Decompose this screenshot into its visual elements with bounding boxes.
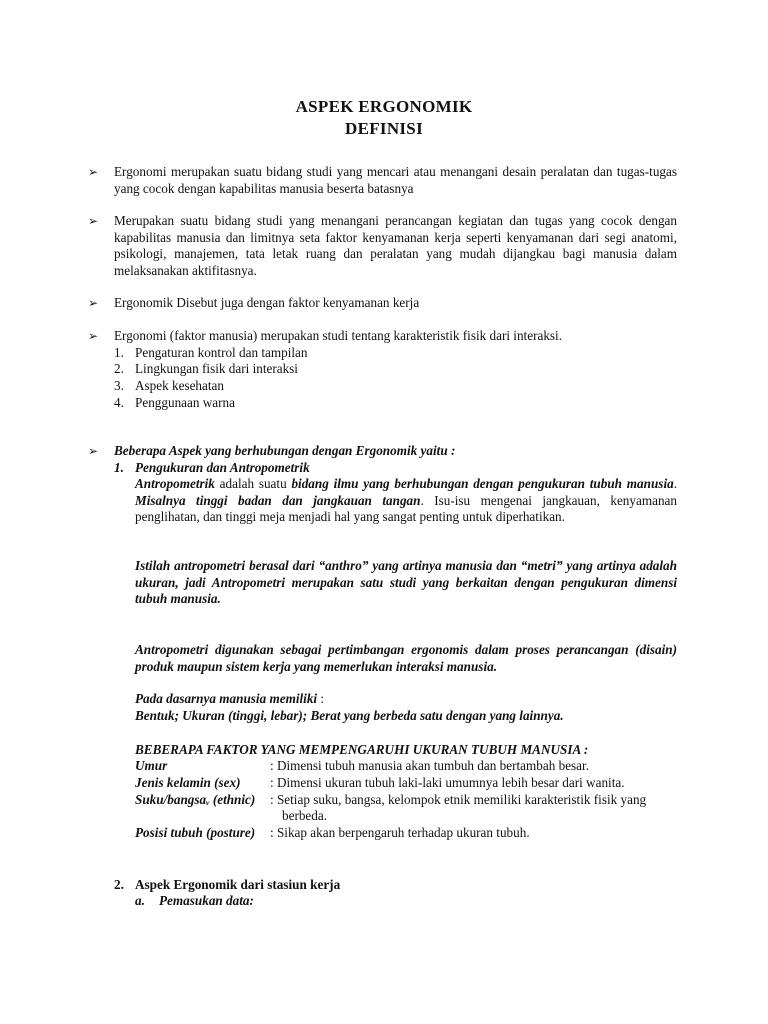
list-text: Pengaturan kontrol dan tampilan xyxy=(135,345,308,360)
factor-label: Posisi tubuh (posture) xyxy=(135,825,256,840)
paragraph-1: Ergonomi merupakan suatu bidang studi yang mencari atau menangani desain peralatan dan tugas-tugas yang cocok dengan kapabilitas manusia beserta batasnya xyxy=(114,164,677,196)
factor-value: : Setiap suku, bangsa, kelompok etnik memiliki karakteristik fisik yang xyxy=(270,792,647,807)
factor-label: Suku/bangsaᵥ (ethnic) xyxy=(135,792,256,807)
sub-subsection-title: Pemasukan data: xyxy=(159,893,254,908)
dasar-detail: Bentuk; Ukuran (tinggi, lebar); Berat yang berbeda satu dengan yang lainnya. xyxy=(135,708,564,723)
factor-label: Umur xyxy=(135,758,168,773)
list-number: 4. xyxy=(114,395,124,410)
dasar-line xyxy=(135,691,677,708)
list-number: 1. xyxy=(114,345,124,360)
list-text: Penggunaan warna xyxy=(135,395,235,410)
factor-value: : Dimensi tubuh manusia akan tumbuh dan bertambah besar. xyxy=(270,758,589,773)
list-number: 2. xyxy=(114,361,124,376)
document-subtitle: DEFINISI xyxy=(345,119,423,138)
section-heading: Beberapa Aspek yang berhubungan dengan Ergonomik yaitu : xyxy=(114,443,456,458)
factor-value: : Sikap akan berpengaruh terhadap ukuran tubuh. xyxy=(270,825,530,840)
text: : xyxy=(317,691,325,706)
term: Antropometrik xyxy=(135,476,215,491)
subsection-title: Pengukuran dan Antropometrik xyxy=(135,460,310,475)
bullet-arrow-icon: ➢ xyxy=(88,214,99,228)
digunakan-paragraph: Antropometri digunakan sebagai pertimbangan ergonomis dalam proses perancangan (disain) produk maupun sistem kerja yang memerlukan interaksi manusia. xyxy=(135,642,677,674)
list-text: Aspek kesehatan xyxy=(135,378,224,393)
factors-heading: BEBERAPA FAKTOR YANG MEMPENGARUHI UKURAN TUBUH MANUSIA : xyxy=(135,742,589,757)
istilah-paragraph: Istilah antropometri berasal dari “anthro” yang artinya manusia dan “metri” yang artinya adalah ukuran, jadi Antropometri merupakan satu studi yang berkaitan dengan pengukuran dimensi tubuh manusia. xyxy=(135,558,677,606)
factor-label: Jenis kelamin (sex) xyxy=(135,775,241,790)
sub-subsection-letter: a. xyxy=(135,893,145,908)
subsection-number: 2. xyxy=(114,877,124,892)
antropometrik-paragraph xyxy=(135,476,677,526)
paragraph-2: Merupakan suatu bidang studi yang menangani perancangan kegiatan dan tugas yang cocok dengan kapabilitas manusia dan limitnya seta faktor kenyamanan kerja seperti kenyamanan dari segi anatomi, psikologi, manajemen, tata letak ruang dan peralatan yang mudah dijangkau bagi manusia dalam melaksanakan aktifitasnya. xyxy=(114,213,677,278)
paragraph-4: Ergonomi (faktor manusia) merupakan studi tentang karakteristik fisik dari interaksi. xyxy=(114,328,563,343)
bullet-arrow-icon: ➢ xyxy=(88,444,99,458)
subsection-title: Aspek Ergonomik dari stasiun kerja xyxy=(135,877,341,892)
factor-value: : Dimensi ukuran tubuh laki-laki umumnya lebih besar dari wanita. xyxy=(270,775,625,790)
list-number: 3. xyxy=(114,378,124,393)
subsection-number: 1. xyxy=(114,460,124,475)
bullet-arrow-icon: ➢ xyxy=(88,296,99,310)
bullet-arrow-icon: ➢ xyxy=(88,165,99,179)
example: Misalnya tinggi badan dan jangkauan tangan xyxy=(135,492,421,508)
text: . xyxy=(673,476,677,491)
document-title: ASPEK ERGONOMIK xyxy=(295,97,473,116)
list-text: Lingkungan fisik dari interaksi xyxy=(135,361,298,376)
paragraph-3: Ergonomik Disebut juga dengan faktor kenyamanan kerja xyxy=(114,295,420,310)
text: adalah suatu xyxy=(214,476,292,491)
factor-value-continued: berbeda. xyxy=(282,808,328,823)
text: Pada dasarnya manusia memiliki xyxy=(135,691,318,706)
bullet-arrow-icon: ➢ xyxy=(88,329,99,343)
definition: bidang ilmu yang berhubungan dengan pengukuran tubuh manusia xyxy=(291,476,674,491)
text: . Isu-isu mengenai jangkauan, kenyamanan penglihatan, dan tinggi meja menjadi hal yang sangat penting untuk diperhatikan. xyxy=(135,492,677,524)
